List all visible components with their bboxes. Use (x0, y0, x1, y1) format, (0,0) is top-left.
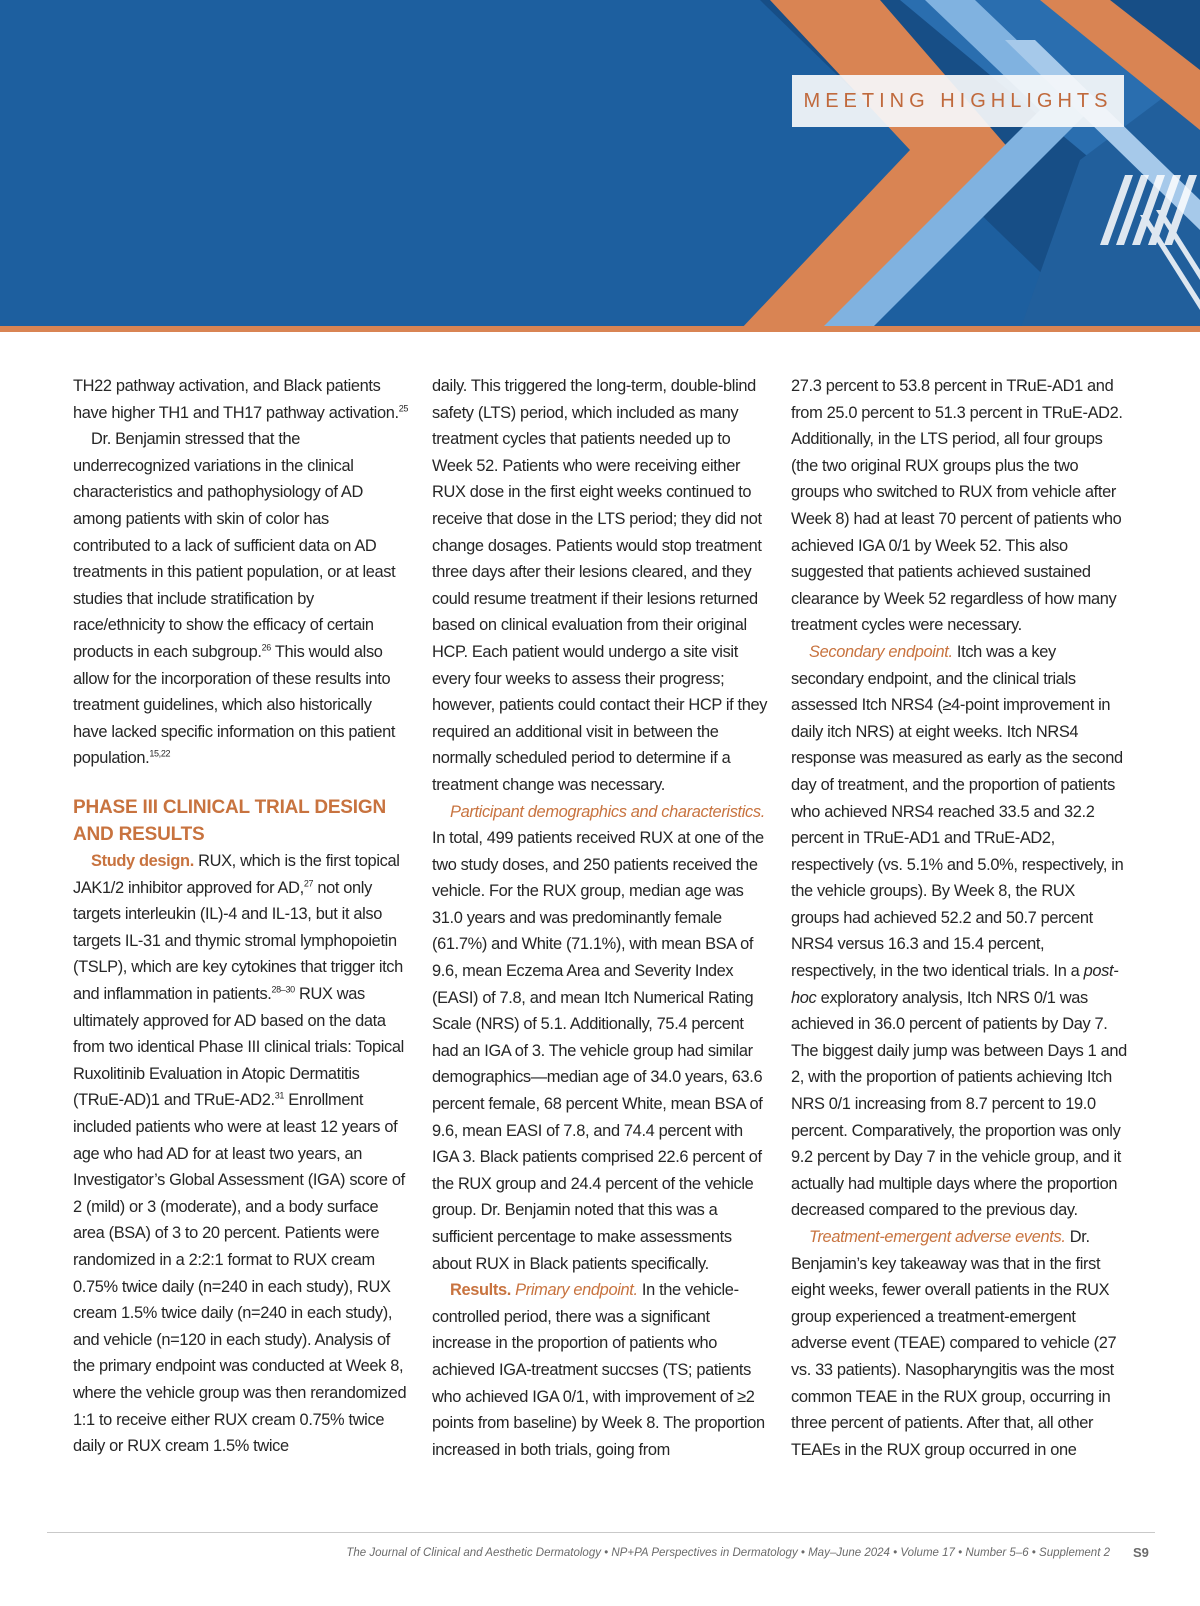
journal-citation: The Journal of Clinical and Aesthetic Dermatology • NP+PA Perspectives in Dermatology • May–June 2024 • Volume 17 • Number 5–6 • Supplement 2 (346, 1547, 1110, 1559)
text: Enrollment included patients who were at least 12 years of age who had AD for at least two years, an Investigator’s Global Assessment (IGA) score of 2 (mild) or 3 (moderate), and a body surface area (BSA) of 3 to 20 percent. Patients were randomized in a 2:2:1 format to RUX cream 0.75% twice daily (n=240 in each study), RUX cream 1.5% twice daily (n=240 in each study), and vehicle (n=120 in each study). Analysis of the primary endpoint was conducted at Week 8, where the vehicle group was then rerandomized 1:1 to receive either RUX cream 0.75% twice daily or RUX cream 1.5% twice (73, 1091, 407, 1456)
page-number: S9 (1133, 1545, 1149, 1560)
run-in-heading: Results. (450, 1281, 511, 1300)
column-1 (73, 373, 409, 1460)
meeting-highlights-badge (792, 75, 1124, 127)
paragraph (791, 1224, 1127, 1463)
banner-graphic (0, 0, 1200, 338)
text: not only targets interleukin (IL)-4 and IL-13, but it also targets IL-31 and thymic stromal lymphopoietin (TSLP), which are key cytokines that trigger itch and inflammation in patients. (73, 878, 403, 1004)
citation-ref: 28–30 (271, 984, 295, 995)
text: In the vehicle-controlled period, there was a significant increase in the proportion of patients who achieved IGA-treatment succses (TS; patients who achieved IGA 0/1, with improvement of ≥2 points from baseline) by Week 8. The proportion increased in both trials, going from (432, 1281, 765, 1459)
paragraph (73, 426, 409, 772)
run-in-subheading: Participant demographics and characteristics. (450, 802, 765, 821)
citation-ref: 31 (274, 1090, 285, 1101)
run-in-subheading: Primary endpoint. (510, 1281, 638, 1300)
header-banner (0, 0, 1200, 338)
text: Dr. Benjamin’s key takeaway was that in the first eight weeks, fewer overall patients in the RUX group experienced a treatment-emergent adverse event (TEAE) compared to vehicle (27 vs. 33 patients). Nasopharyngitis was the most common TEAE in the RUX group, occurring in three percent of patients. After that, all other TEAEs in the RUX group occurred in one (791, 1228, 1117, 1459)
text: Itch was a key secondary endpoint, and the clinical trials assessed Itch NRS4 (≥4-point improvement in daily itch NRS) at eight weeks. Itch NRS4 response was measured as early as the second day of treatment, and the proportion of patients who achieved NRS4 reached 33.5 and 32.2 percent in TRuE-AD1 and TRuE-AD2, respectively (vs. 5.1% and 5.0%, respectively, in the vehicle groups). By Week 8, the RUX groups had achieved 52.2 and 50.7 percent NRS4 versus 16.3 and 15.4 percent, respectively, in the two identical trials. In a (791, 642, 1124, 981)
section-heading: PHASE III CLINICAL TRIAL DESIGN AND RESULTS (73, 796, 386, 845)
text: TH22 pathway activation, and Black patients have higher TH1 and TH17 pathway activation. (73, 377, 399, 422)
citation-ref: 25 (398, 403, 408, 414)
paragraph (791, 639, 1127, 1224)
emphasis: post-hoc (791, 962, 1119, 1007)
footer-divider (47, 1532, 1155, 1533)
text: Dr. Benjamin stressed that the underrecognized variations in the clinical characteristics and pathophysiology of AD among patients with skin of color has contributed to a lack of sufficient data on AD treatments in this patient population, or at least studies that include stratification by race/ethnicity to show the efficacy of certain products in each subgroup. (73, 430, 396, 661)
paragraph: daily. This triggered the long-term, double-blind safety (LTS) period, which included as many treatment cycles that patients needed up to Week 52. Patients who were receiving either RUX dose in the first eight weeks continued to receive that dose in the LTS period; they did not change dosages. Patients would stop treatment three days after their lesions cleared, and they could resume treatment if their lesions returned based on clinical evaluation from their original HCP. Each patient would undergo a site visit every four weeks to assess their progress; however, patients could contact their HCP if they required an additional visit in between the normally scheduled period to determine if a treatment change was necessary. (432, 377, 768, 794)
badge-label: MEETING HIGHLIGHTS (803, 89, 1113, 112)
citation-ref: 15,22 (149, 748, 171, 759)
text: RUX, which is the first topical JAK1/2 inhibitor approved for AD, (73, 852, 400, 897)
text: This would also allow for the incorporation of these results into treatment guidelines, which also historically have lacked specific information on this patient population. (73, 642, 396, 768)
paragraph (432, 799, 768, 1278)
run-in-subheading: Treatment-emergent adverse events. (809, 1228, 1066, 1246)
paragraph (73, 848, 409, 1460)
column-3 (791, 373, 1127, 1463)
paragraph (432, 1277, 768, 1463)
column-2 (432, 373, 768, 1463)
text: In total, 499 patients received RUX at one of the two study doses, and 250 patients received the vehicle. For the RUX group, median age was 31.0 years and was predominantly female (61.7%) and White (71.1%), with mean BSA of 9.6, mean Eczema Area and Severity Index (EASI) of 7.8, and mean Itch Numerical Rating Scale (NRS) of 5.1. Additionally, 75.4 percent had an IGA of 3. The vehicle group had similar demographics—median age of 34.0 years, 63.6 percent female, 68 percent White, mean BSA of 9.6, mean EASI of 7.8, and 74.4 percent with IGA 3. Black patients comprised 22.6 percent of the RUX group and 24.4 percent of the vehicle group. Dr. Benjamin noted that this was a sufficient percentage to make assessments about RUX in Black patients specifically. (432, 829, 764, 1273)
run-in-heading: Study design. (91, 852, 194, 871)
run-in-subheading: Secondary endpoint. (809, 642, 953, 661)
paragraph: 27.3 percent to 53.8 percent in TRuE-AD1 and from 25.0 percent to 51.3 percent in TRuE-AD2. Additionally, in the LTS period, all four groups (the two original RUX groups plus the two groups who switched to RUX from vehicle after Week 8) had at least 70 percent of patients who achieved IGA 0/1 by Week 52. This also suggested that patients achieved sustained clearance by Week 52 regardless of how many treatment cycles were necessary. (791, 377, 1123, 635)
paragraph (73, 373, 409, 426)
citation-ref: 27 (303, 878, 314, 889)
text: exploratory analysis, Itch NRS 0/1 was achieved in 36.0 percent of patients by Day 7. The biggest daily jump was between Days 1 and 2, with the proportion of patients achieving Itch NRS 0/1 increasing from 8.7 percent to 19.0 percent. Comparatively, the proportion was only 9.2 percent by Day 7 in the vehicle group, and it actually had multiple days where the proportion decreased compared to the previous day. (791, 988, 1127, 1220)
citation-ref: 26 (261, 642, 271, 653)
text: RUX was ultimately approved for AD based on the data from two identical Phase III clinical trials: Topical Ruxolitinib Evaluation in Atopic Dermatitis (TRuE-AD)1 and TRuE-AD2. (73, 985, 404, 1110)
